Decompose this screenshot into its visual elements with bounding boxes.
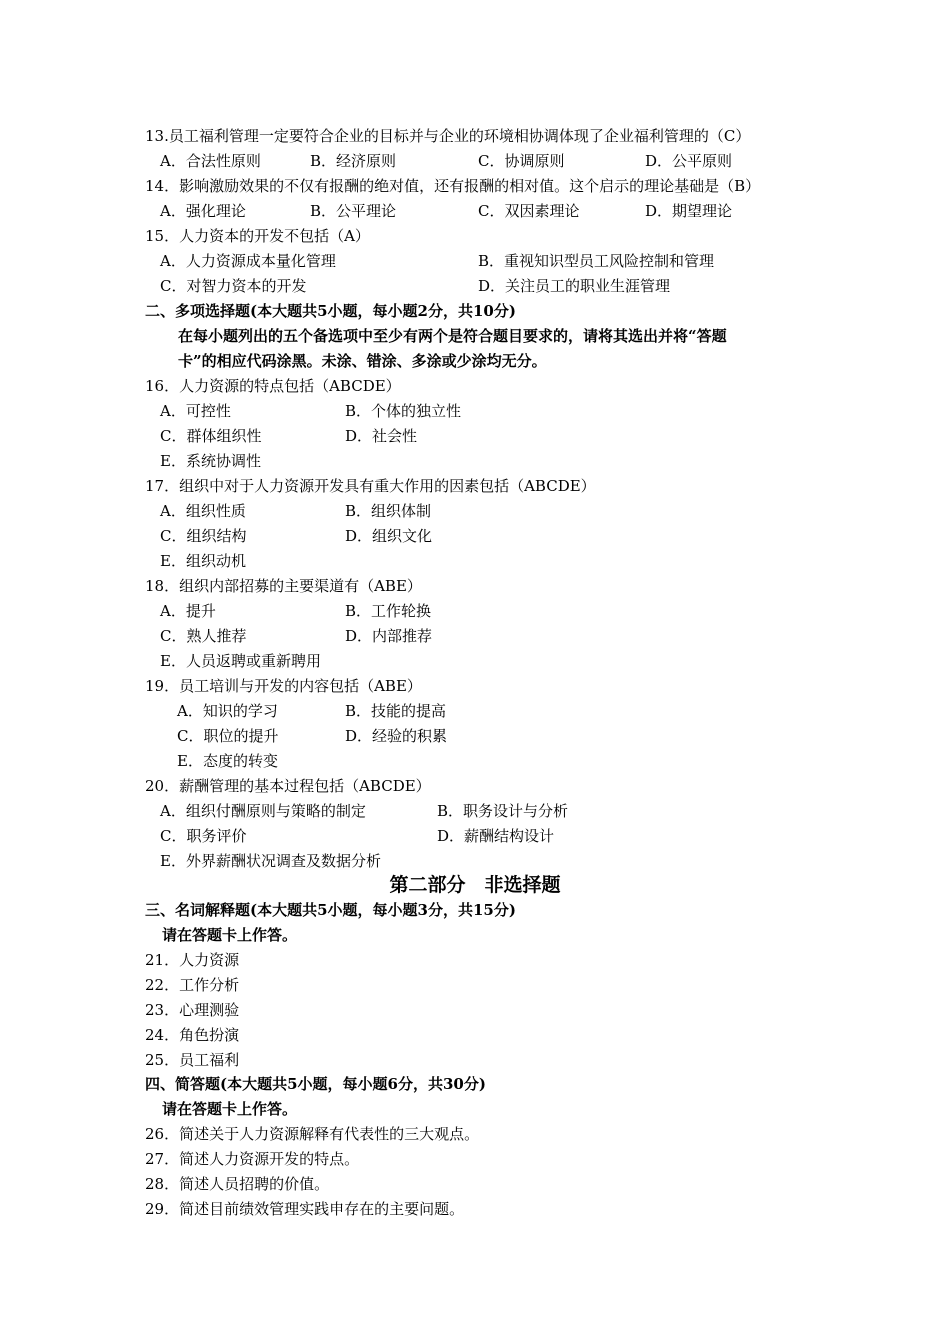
option-d: D．关注员工的职业生涯管理 <box>478 277 671 295</box>
option-d: D．经验的积累 <box>345 727 448 745</box>
option-c: C．职务评价 <box>160 827 247 845</box>
option-c: C．双因素理论 <box>478 202 580 220</box>
section-3-note: 请在答题卡上作答。 <box>162 926 298 944</box>
question-18-options-row2 <box>145 624 845 649</box>
option-e: E．外界薪酬状况调查及数据分析 <box>160 852 381 870</box>
option-b: B．组织体制 <box>345 502 432 520</box>
option-b: B．重视知识型员工风险控制和管理 <box>478 252 715 270</box>
question-13-stem: 13.员工福利管理一定要符合企业的目标并与企业的环境相协调体现了企业福利管理的（C） <box>145 127 751 145</box>
question-19-stem: 19．员工培训与开发的内容包括（ABE） <box>145 677 422 695</box>
question-17-stem: 17．组织中对于人力资源开发具有重大作用的因素包括（ABCDE） <box>145 477 596 495</box>
option-a: A．强化理论 <box>160 202 246 220</box>
option-c: C．对智力资本的开发 <box>160 277 307 295</box>
section-2-note-line1: 在每小题列出的五个备选项中至少有两个是符合题目要求的，请将其选出并将“答题 <box>178 327 727 345</box>
option-d: D．内部推荐 <box>345 627 433 645</box>
option-a: A．提升 <box>160 602 216 620</box>
question-16-options-row1 <box>145 399 845 424</box>
option-c: C．熟人推荐 <box>160 627 247 645</box>
option-a: A．知识的学习 <box>177 702 278 720</box>
option-b: B．职务设计与分析 <box>437 802 569 820</box>
option-b: B．个体的独立性 <box>345 402 462 420</box>
question-16-stem: 16．人力资源的特点包括（ABCDE） <box>145 377 401 395</box>
question-15-options-row2 <box>145 274 845 299</box>
option-a: A．组织付酬原则与策略的制定 <box>160 802 366 820</box>
option-b: B．经济原则 <box>310 152 397 170</box>
option-e: E．组织动机 <box>160 552 246 570</box>
section-3-title: 三、名词解释题(本大题共5小题，每小题3分，共15分) <box>145 901 516 919</box>
option-a: A．人力资源成本量化管理 <box>160 252 336 270</box>
option-a: A．组织性质 <box>160 502 246 520</box>
option-e: E．人员返聘或重新聘用 <box>160 652 321 670</box>
option-a: A．合法性原则 <box>160 152 261 170</box>
option-c: C．协调原则 <box>478 152 565 170</box>
term-question: 25．员工福利 <box>145 1051 240 1069</box>
question-17-options-row3 <box>145 549 845 574</box>
question-15-options-row1 <box>145 249 845 274</box>
section-4-note: 请在答题卡上作答。 <box>162 1100 298 1118</box>
option-c: C．组织结构 <box>160 527 247 545</box>
section-2-title: 二、多项选择题(本大题共5小题，每小题2分，共10分) <box>145 302 516 320</box>
option-d: D．期望理论 <box>645 202 733 220</box>
question-16-options-row2 <box>145 424 845 449</box>
option-d: D．组织文化 <box>345 527 433 545</box>
question-14-stem: 14．影响激励效果的不仅有报酬的绝对值，还有报酬的相对值。这个启示的理论基础是（B） <box>145 177 761 195</box>
question-18-options-row3 <box>145 649 845 674</box>
option-a: A．可控性 <box>160 402 231 420</box>
question-20-options-row1 <box>145 799 845 824</box>
question-13-options <box>145 149 845 174</box>
term-question: 21．人力资源 <box>145 951 240 969</box>
question-15-stem: 15．人力资本的开发不包括（A） <box>145 227 370 245</box>
option-d: D．薪酬结构设计 <box>437 827 555 845</box>
question-14-options <box>145 199 845 224</box>
section-4-title: 四、简答题(本大题共5小题，每小题6分，共30分) <box>145 1075 486 1093</box>
option-d: D．社会性 <box>345 427 418 445</box>
option-e: E．系统协调性 <box>160 452 261 470</box>
question-17-options-row2 <box>145 524 845 549</box>
option-d: D．公平原则 <box>645 152 733 170</box>
question-17-options-row1 <box>145 499 845 524</box>
question-16-options-row3 <box>145 449 845 474</box>
question-19-options-row3 <box>145 749 845 774</box>
term-question: 24．角色扮演 <box>145 1026 240 1044</box>
short-answer-question: 29．简述目前绩效管理实践申存在的主要问题。 <box>145 1200 465 1218</box>
section-2-note-line2: 卡”的相应代码涂黑。未涂、错涂、多涂或少涂均无分。 <box>178 352 547 370</box>
option-b: B．工作轮换 <box>345 602 432 620</box>
short-answer-question: 28．简述人员招聘的价值。 <box>145 1175 330 1193</box>
question-18-stem: 18．组织内部招募的主要渠道有（ABE） <box>145 577 422 595</box>
term-question: 23．心理测验 <box>145 1001 240 1019</box>
part-2-heading: 第二部分 非选择题 <box>389 874 561 896</box>
option-c: C．职位的提升 <box>177 727 279 745</box>
short-answer-question: 27．简述人力资源开发的特点。 <box>145 1150 360 1168</box>
question-20-stem: 20．薪酬管理的基本过程包括（ABCDE） <box>145 777 431 795</box>
question-19-options-row2 <box>145 724 845 749</box>
question-18-options-row1 <box>145 599 845 624</box>
option-b: B．公平理论 <box>310 202 397 220</box>
question-20-options-row2 <box>145 824 845 849</box>
option-e: E．态度的转变 <box>177 752 278 770</box>
term-question: 22．工作分析 <box>145 976 240 994</box>
question-19-options-row1 <box>145 699 845 724</box>
short-answer-question: 26．简述关于人力资源解释有代表性的三大观点。 <box>145 1125 480 1143</box>
option-c: C．群体组织性 <box>160 427 262 445</box>
option-b: B．技能的提高 <box>345 702 447 720</box>
